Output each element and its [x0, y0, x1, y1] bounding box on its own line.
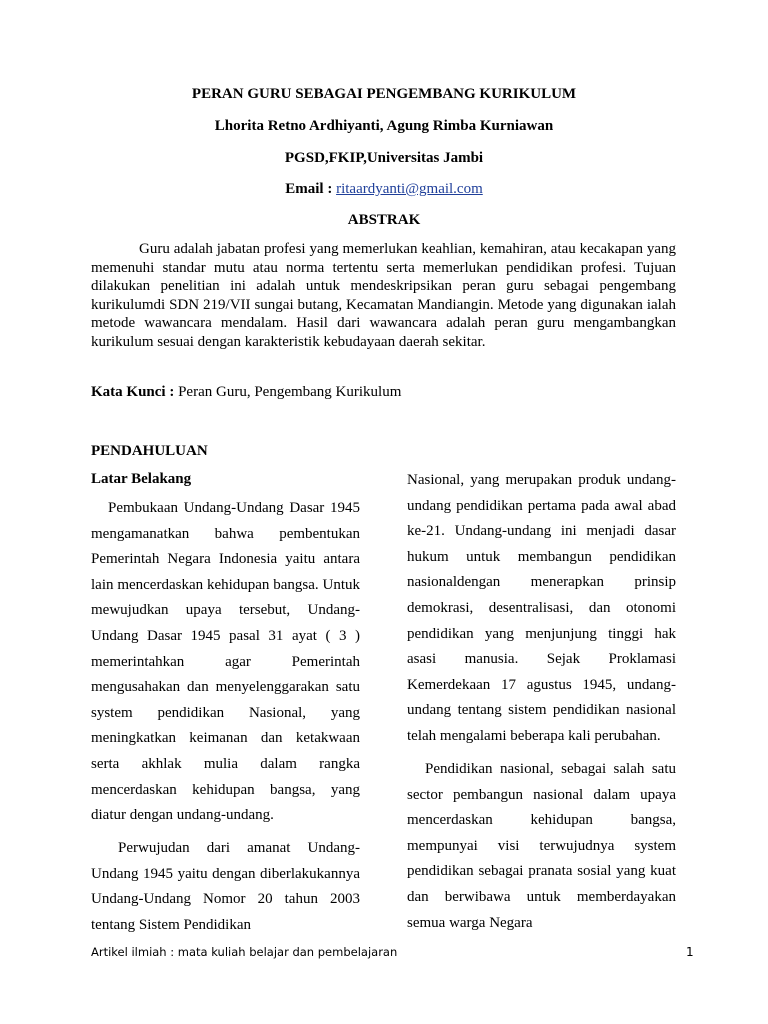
keywords-label: Kata Kunci :: [91, 384, 179, 400]
body-paragraph: Pendidikan nasional, sebagai salah satu sector pembangun nasional dalam upaya mencerdaskan kehidupan bangsa, mempunyai visi terwujudnya system pendidikan sebagai pranata sosial yang kuat dan berwibawa untuk memberdayakan semua warga Negara: [407, 761, 676, 931]
keywords-value: Peran Guru, Pengembang Kurikulum: [178, 384, 402, 400]
abstract-heading: ABSTRAK: [347, 212, 421, 228]
keywords: [91, 384, 401, 401]
paper-title: PERAN GURU SEBAGAI PENGEMBANG KURIKULUM: [191, 86, 577, 102]
abstract-text: Guru adalah jabatan profesi yang memerlukan keahlian, kemahiran, atau kecakapan yang memenuhi standar mutu atau norma tertentu serta memerlukan pendidikan profesi. Tujuan dilakukan penelitian ini adalah untuk mendeskripsikan peran guru sebagai pengembang kurikulumdi SDN 219/VII sungai butang, Kecamatan Mandiangin. Metode yang digunakan ialah metode wawancara mendalam. Hasil dari wawancara adalah peran guru mengambangkan kurikulum sesuai dengan karakteristik kebudayaan daerah sekitar.: [91, 241, 676, 350]
authors: Lhorita Retno Ardhiyanti, Agung Rimba Kurniawan: [214, 118, 554, 134]
page-number: 1: [686, 945, 694, 959]
affiliation: PGSD,FKIP,Universitas Jambi: [284, 150, 484, 166]
section-heading: PENDAHULUAN: [91, 443, 208, 459]
email-link[interactable]: ritaardyanti@gmail.com: [336, 181, 483, 197]
body-paragraph: Nasional, yang merupakan produk undang-undang pendidikan pertama pada awal abad ke-21. Undang-undang ini menjadi dasar hukum untuk membangun pendidikan nasionaldengan menerapkan prinsip demokrasi, desentralisasi, dan otonomi pendidikan yang menjunjung tinggi hak asasi manusia. Sejak Proklamasi Kemerdekaan 17 agustus 1945, undang-undang tentang sistem pendidikan nasional telah mengalami beberapa kali perubahan.: [407, 472, 676, 744]
email-line: [0, 181, 768, 198]
subsection-heading: Latar Belakang: [91, 471, 192, 487]
email-label: Email :: [285, 181, 337, 197]
footer-text: Artikel ilmiah : mata kuliah belajar dan pembelajaran: [91, 945, 398, 959]
body-paragraph: Pembukaan Undang-Undang Dasar 1945 mengamanatkan bahwa pembentukan Pemerintah Negara Indonesia yaitu antara lain mencerdaskan kehidupan bangsa. Untuk mewujudkan upaya tersebut, Undang-Undang Dasar 1945 pasal 31 ayat ( 3 ) memerintahkan agar Pemerintah mengusahakan dan menyelenggarakan satu system pendidikan Nasional, yang meningkatkan keimanan dan ketakwaan serta akhlak mulia dalam rangka mencerdaskan kehidupan bangsa, yang diatur dengan undang-undang.: [91, 500, 360, 824]
body-paragraph: Perwujudan dari amanat Undang-Undang 1945 yaitu dengan diberlakukannya Undang-Undang Nomor 20 tahun 2003 tentang Sistem Pendidikan: [91, 840, 360, 933]
